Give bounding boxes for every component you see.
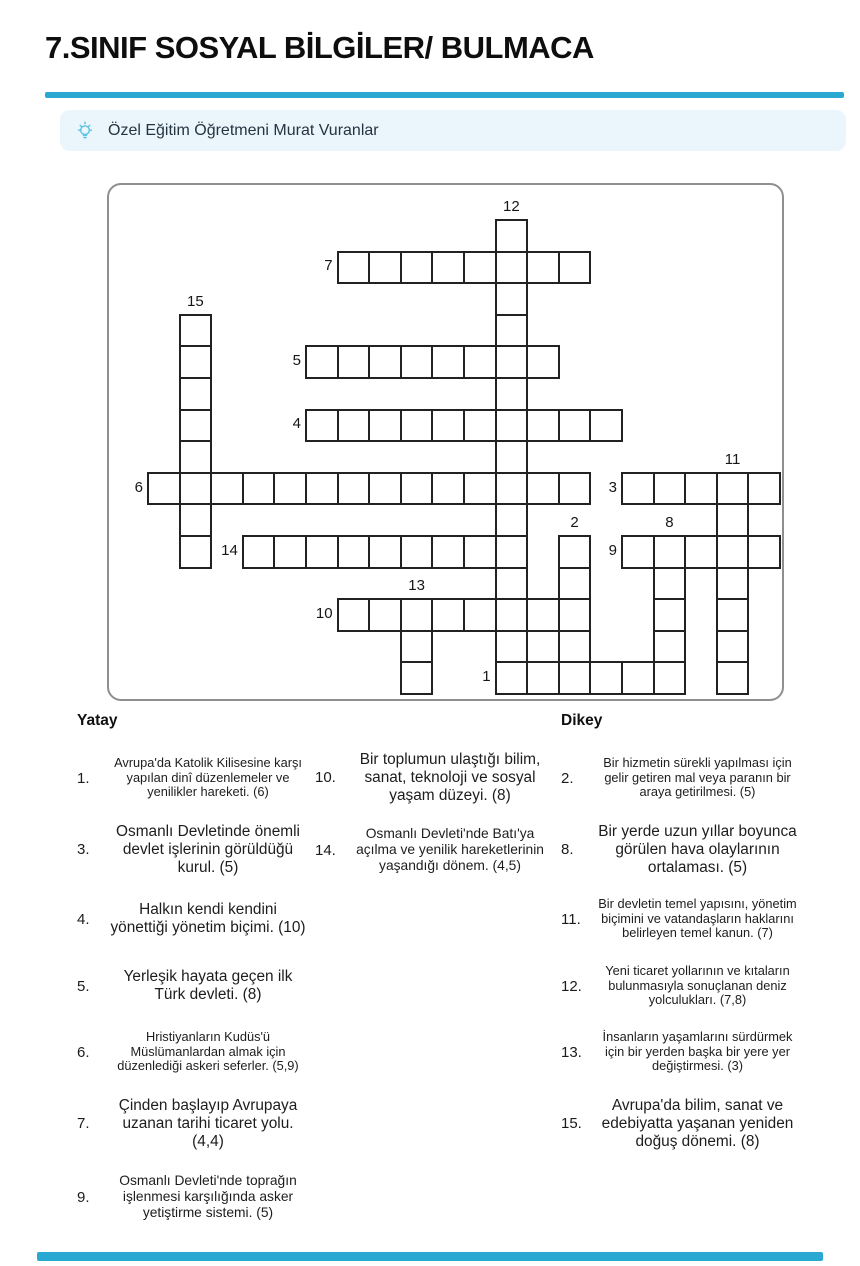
word-number-label: 13	[408, 577, 425, 595]
grid-cell[interactable]	[558, 630, 592, 664]
grid-cell[interactable]	[747, 535, 781, 569]
word-number-label: 6	[134, 478, 143, 496]
grid-cell[interactable]	[305, 535, 339, 569]
grid-cell[interactable]	[653, 535, 687, 569]
grid-cell[interactable]	[463, 598, 497, 632]
clue-text: Bir devletin temel yapısını, yönetim biçimini ve vatandaşların haklarını belirleyen temel kanun. (7)	[598, 895, 797, 941]
grid-cell[interactable]	[400, 345, 434, 379]
grid-cell[interactable]	[495, 630, 529, 664]
word-number-label: 2	[570, 514, 579, 531]
grid-cell[interactable]	[179, 409, 213, 443]
clue-text: Avrupa'da Katolik Kilisesine karşı yapılan dinî düzenlemeler ve yenilikler hareketi. (6)	[114, 754, 302, 800]
grid-cell[interactable]	[653, 598, 687, 632]
clue-item	[75, 823, 307, 877]
grid-cell[interactable]	[337, 535, 371, 569]
clue-text: Bir yerde uzun yıllar boyunca görülen hava olaylarının ortalaması. (5)	[598, 823, 797, 876]
grid-cell[interactable]	[653, 630, 687, 664]
clue-item	[313, 751, 553, 805]
grid-cell[interactable]	[431, 535, 465, 569]
clue-text: Yerleşik hayata geçen ilk Türk devleti. (8)	[123, 968, 293, 1003]
grid-cell[interactable]	[716, 630, 750, 664]
clue-item	[559, 897, 802, 942]
grid-cell[interactable]	[368, 598, 402, 632]
clue-number: 15.	[561, 1115, 582, 1133]
grid-cell[interactable]	[242, 535, 276, 569]
grid-cell[interactable]	[400, 472, 434, 506]
clue-number: 7.	[77, 1115, 90, 1133]
clue-number: 9.	[77, 1188, 90, 1206]
grid-cell[interactable]	[179, 377, 213, 411]
grid-cell[interactable]	[463, 251, 497, 285]
grid-cell[interactable]	[463, 345, 497, 379]
grid-cell[interactable]	[495, 282, 529, 316]
clue-number: 8.	[561, 841, 574, 859]
clue-text: Çinden başlayıp Avrupaya uzanan tarihi ticaret yolu. (4,4)	[118, 1097, 298, 1150]
grid-cell[interactable]	[558, 535, 592, 569]
grid-cell[interactable]	[431, 472, 465, 506]
grid-cell[interactable]	[305, 345, 339, 379]
grid-cell[interactable]	[621, 661, 655, 695]
grid-cell[interactable]	[179, 472, 213, 506]
clue-number: 6.	[77, 1043, 90, 1061]
clue-number: 10.	[315, 769, 336, 787]
word-number-label: 12	[503, 198, 520, 215]
word-number-label: 5	[292, 352, 301, 370]
grid-cell[interactable]	[179, 314, 213, 348]
grid-cell[interactable]	[368, 409, 402, 443]
grid-cell[interactable]	[716, 567, 750, 601]
grid-cell[interactable]	[653, 567, 687, 601]
across-clues-header: Yatay	[77, 712, 118, 729]
grid-cell[interactable]	[431, 409, 465, 443]
grid-cell[interactable]	[684, 472, 718, 506]
clue-number: 14.	[315, 841, 336, 859]
grid-cell[interactable]	[495, 345, 529, 379]
grid-cell[interactable]	[558, 661, 592, 695]
grid-cell[interactable]	[621, 535, 655, 569]
grid-cell[interactable]	[495, 314, 529, 348]
grid-cell[interactable]	[400, 409, 434, 443]
clue-text: Osmanlı Devleti'nde Batı'ya açılma ve yenilik hareketlerinin yaşandığı dönem. (4,5)	[356, 826, 544, 873]
grid-cell[interactable]	[337, 598, 371, 632]
clue-item	[559, 756, 802, 801]
clue-item	[313, 826, 553, 874]
word-number-label: 9	[608, 541, 617, 559]
grid-cell[interactable]	[337, 472, 371, 506]
grid-cell[interactable]	[305, 409, 339, 443]
grid-cell[interactable]	[495, 535, 529, 569]
clue-number: 12.	[561, 977, 582, 995]
clues-section	[75, 712, 802, 1234]
clue-item	[75, 1173, 307, 1221]
grid-cell[interactable]	[431, 251, 465, 285]
grid-cell[interactable]	[337, 409, 371, 443]
grid-cell[interactable]	[747, 472, 781, 506]
grid-cell[interactable]	[400, 661, 434, 695]
grid-cell[interactable]	[526, 472, 560, 506]
down-clues-header: Dikey	[561, 712, 603, 729]
clue-text: Osmanlı Devletinde önemli devlet işlerinin görüldüğü kurul. (5)	[116, 823, 300, 876]
clue-number: 2.	[561, 769, 574, 787]
grid-cell[interactable]	[273, 535, 307, 569]
grid-cell[interactable]	[495, 567, 529, 601]
clue-text: Halkın kendi kendini yönettiği yönetim biçimi. (10)	[110, 901, 306, 936]
grid-cell[interactable]	[558, 409, 592, 443]
grid-cell[interactable]	[558, 567, 592, 601]
lightbulb-icon	[74, 120, 96, 142]
clue-item	[559, 823, 802, 877]
grid-cell[interactable]	[495, 409, 529, 443]
grid-cell[interactable]	[273, 472, 307, 506]
grid-cell[interactable]	[589, 409, 623, 443]
author-banner	[60, 110, 846, 151]
clue-text: Bir toplumun ulaştığı bilim, sanat, teknoloji ve sosyal yaşam düzeyi. (8)	[359, 751, 541, 804]
page-title: 7.SINIF SOSYAL BİLGİLER/ BULMACA	[45, 30, 594, 65]
grid-cell[interactable]	[495, 440, 529, 474]
grid-cell[interactable]	[368, 345, 402, 379]
clue-item	[75, 756, 307, 801]
grid-cell[interactable]	[400, 251, 434, 285]
grid-cell[interactable]	[653, 472, 687, 506]
clue-item	[75, 1097, 307, 1151]
grid-cell[interactable]	[716, 472, 750, 506]
grid-cell[interactable]	[716, 503, 750, 537]
grid-cell[interactable]	[368, 535, 402, 569]
word-number-label: 3	[608, 478, 617, 496]
clue-number: 13.	[561, 1043, 582, 1061]
grid-cell[interactable]	[400, 630, 434, 664]
title-underline	[45, 92, 844, 98]
clue-number: 3.	[77, 841, 90, 859]
clue-item	[75, 1030, 307, 1075]
word-number-label: 10	[315, 605, 333, 622]
word-number-label: 4	[292, 415, 301, 433]
grid-cell[interactable]	[463, 409, 497, 443]
grid-cell[interactable]	[431, 345, 465, 379]
grid-cell[interactable]	[179, 440, 213, 474]
grid-cell[interactable]	[337, 251, 371, 285]
clue-number: 5.	[77, 977, 90, 995]
grid-cell[interactable]	[400, 535, 434, 569]
clue-text: Avrupa'da bilim, sanat ve edebiyatta yaşanan yeniden doğuş dönemi. (8)	[601, 1097, 794, 1150]
grid-cell[interactable]	[337, 345, 371, 379]
grid-cell[interactable]	[179, 345, 213, 379]
grid-cell[interactable]	[495, 598, 529, 632]
grid-cell[interactable]	[716, 661, 750, 695]
clue-text: Yeni ticaret yollarının ve kıtaların bulunmasıyla sonuçlanan deniz yolculukları. (7,8)	[605, 962, 790, 1008]
word-number-label: 8	[665, 514, 674, 531]
grid-cell[interactable]	[526, 598, 560, 632]
grid-cell[interactable]	[179, 503, 213, 537]
clue-text: Bir hizmetin sürekli yapılması için gelir getiren mal veya paranın bir araya getirilmesi. (5)	[603, 754, 792, 800]
clue-text: İnsanların yaşamlarını sürdürmek için bir yerden başka bir yere yer değiştirmesi. (3)	[602, 1028, 793, 1074]
grid-cell[interactable]	[716, 535, 750, 569]
clue-item	[559, 964, 802, 1009]
grid-cell[interactable]	[558, 251, 592, 285]
grid-cell[interactable]	[431, 598, 465, 632]
word-number-label: 1	[482, 668, 491, 686]
clue-item	[559, 1030, 802, 1075]
crossword-frame	[107, 183, 784, 701]
word-number-label: 14	[221, 541, 238, 559]
word-number-label: 7	[324, 257, 333, 275]
grid-cell[interactable]	[305, 472, 339, 506]
grid-cell[interactable]	[463, 535, 497, 569]
author-text: Özel Eğitim Öğretmeni Murat Vuranlar	[108, 121, 379, 139]
grid-cell[interactable]	[495, 377, 529, 411]
grid-cell[interactable]	[526, 661, 560, 695]
grid-cell[interactable]	[558, 598, 592, 632]
grid-cell[interactable]	[653, 661, 687, 695]
grid-cell[interactable]	[495, 661, 529, 695]
clue-item	[75, 901, 307, 937]
clue-item	[559, 1097, 802, 1151]
grid-cell[interactable]	[495, 503, 529, 537]
clue-text: Osmanlı Devleti'nde toprağın işlenmesi karşılığında asker yetiştirme sistemi. (5)	[119, 1173, 297, 1220]
grid-cell[interactable]	[621, 472, 655, 506]
clue-number: 1.	[77, 769, 90, 787]
clue-text: Hristiyanların Kudüs'ü Müslümanlardan almak için düzenlediği askeri seferler. (5,9)	[117, 1028, 299, 1074]
grid-cell[interactable]	[495, 251, 529, 285]
grid-cell[interactable]	[526, 251, 560, 285]
grid-cell[interactable]	[684, 535, 718, 569]
grid-cell[interactable]	[526, 345, 560, 379]
grid-cell[interactable]	[147, 472, 181, 506]
clue-number: 4.	[77, 910, 90, 928]
grid-cell[interactable]	[463, 472, 497, 506]
grid-cell[interactable]	[495, 472, 529, 506]
grid-cell[interactable]	[716, 598, 750, 632]
clue-number: 11.	[561, 910, 581, 928]
grid-cell[interactable]	[495, 219, 529, 253]
grid-cell[interactable]	[368, 251, 402, 285]
word-number-label: 15	[187, 292, 204, 310]
grid-cell[interactable]	[589, 661, 623, 695]
clue-item	[75, 968, 307, 1004]
grid-cell[interactable]	[400, 598, 434, 632]
grid-cell[interactable]	[368, 472, 402, 506]
grid-cell[interactable]	[210, 472, 244, 506]
word-number-label: 11	[724, 450, 741, 468]
footer-accent-bar	[37, 1252, 823, 1261]
grid-cell[interactable]	[242, 472, 276, 506]
grid-cell[interactable]	[526, 409, 560, 443]
